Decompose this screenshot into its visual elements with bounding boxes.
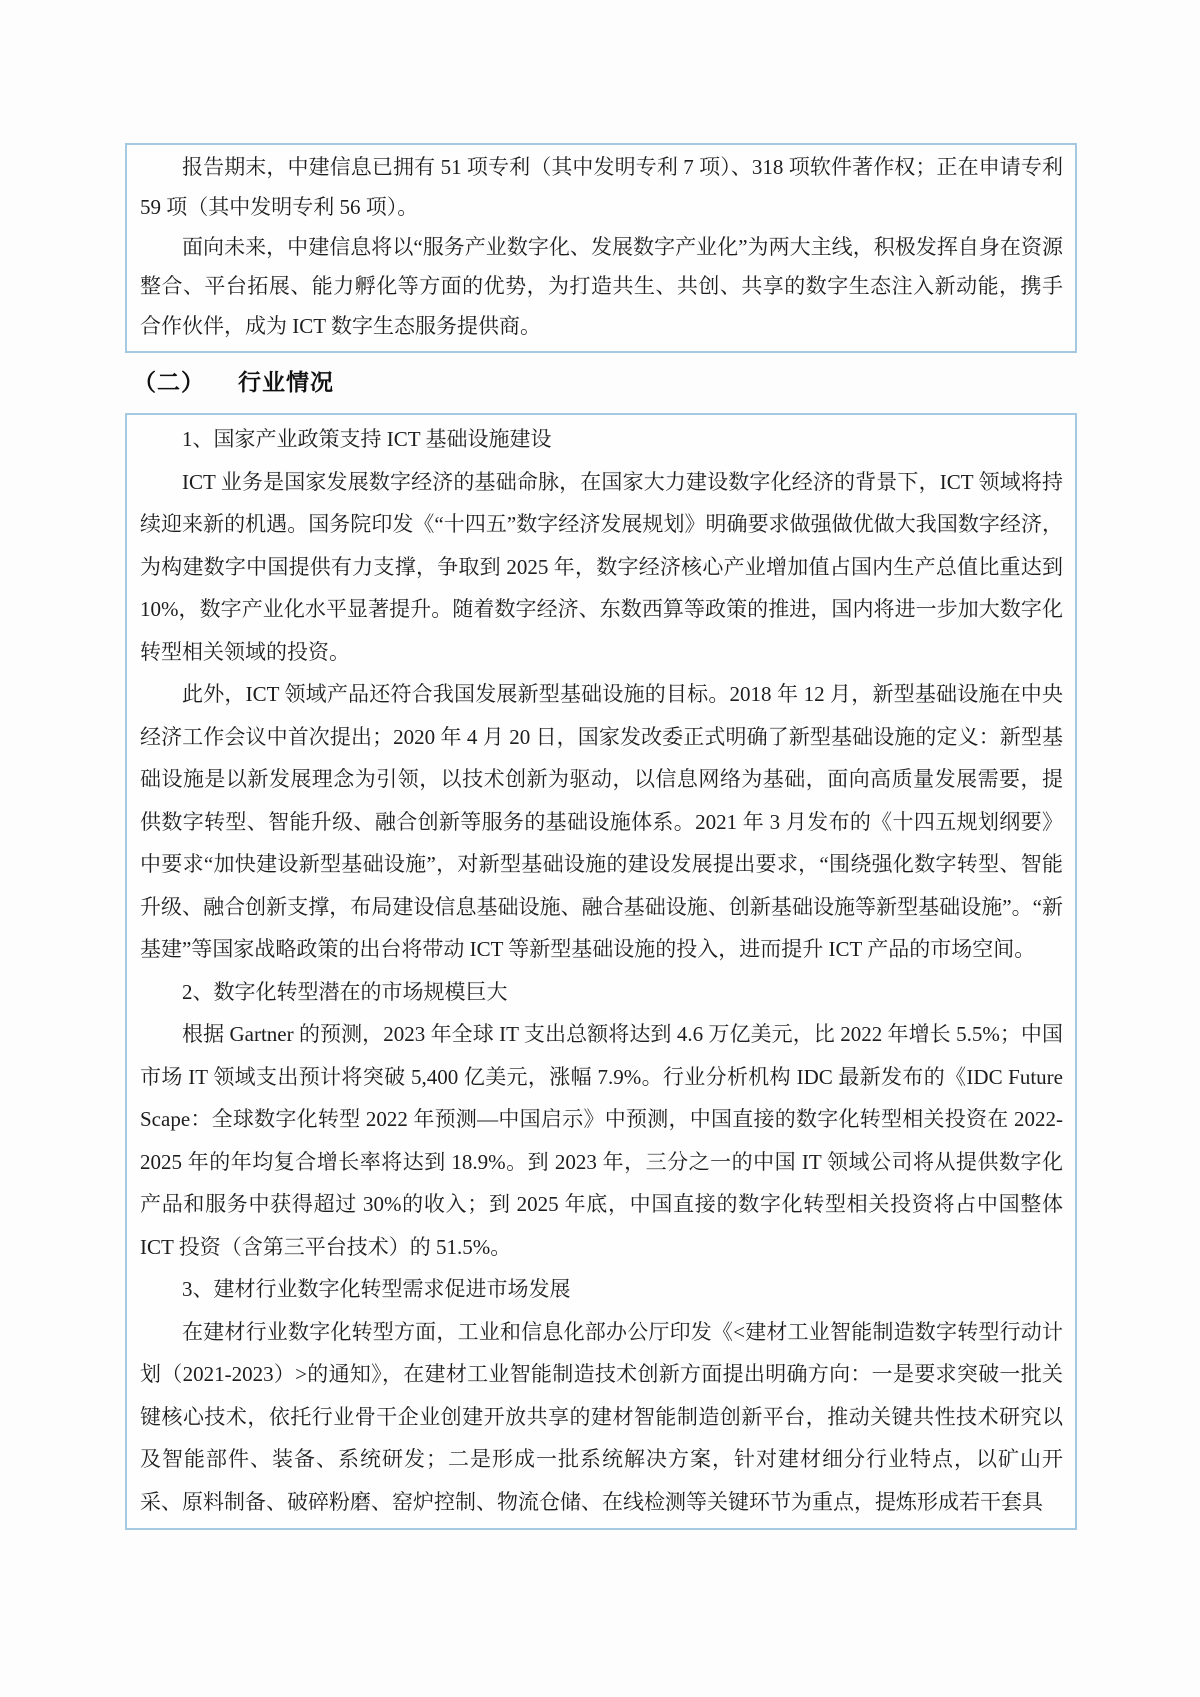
section-title: 行业情况 [238,369,334,395]
company-summary-box [125,143,1077,353]
subheading-ict-policy: 1、国家产业政策支持 ICT 基础设施建设 [182,427,552,451]
subheading-building-materials: 3、建材行业数字化转型需求促进市场发展 [182,1277,571,1301]
paragraph-future-outlook: 面向未来，中建信息将以“服务产业数字化、发展数字产业化”为两大主线，积极发挥自身在资源整合、平台拓展、能力孵化等方面的优势，为打造共生、共创、共享的数字生态注入新动能，携手合作伙伴，成为 ICT 数字生态服务提供商。 [140,234,1063,339]
paragraph-new-infrastructure: 此外，ICT 领域产品还符合我国发展新型基础设施的目标。2018 年 12 月，新型基础设施在中央经济工作会议中首次提出；2020 年 4 月 20 日，国家发改委正式明确了新型基础设施的定义：新型基础设施是以新发展理念为引领，以技术创新为驱动，以信息网络为基础，面向高质量发展需要，提供数字转型、智能升级、融合创新等服务的基础设施体系。2021 年 3 月发布的《十四五规划纲要》中要求“加快建设新型基础设施”，对新型基础设施的建设发展提出要求，“围绕强化数字转型、智能升级、融合创新支撑，布局建设信息基础设施、融合基础设施、创新基础设施等新型基础设施”。“新基建”等国家战略政策的出台将带动 ICT 等新型基础设施的投入，进而提升 ICT 产品的市场空间。 [140,682,1063,961]
industry-overview-box [125,413,1077,1530]
paragraph-ict-policy: ICT 业务是国家发展数字经济的基础命脉，在国家大力建设数字化经济的背景下，ICT 领域将持续迎来新的机遇。国务院印发《“十四五”数字经济发展规划》明确要求做强做优做大我国数字经济，为构建数字中国提供有力支撑，争取到 2025 年，数字经济核心产业增加值占国内生产总值比重达到 10%，数字产业化水平显著提升。随着数字经济、东数西算等政策的推进，国内将进一步加大数字化转型相关领域的投资。 [140,469,1063,664]
paragraph-patents: 报告期末，中建信息已拥有 51 项专利（其中发明专利 7 项）、318 项软件著作权；正在申请专利 59 项（其中发明专利 56 项）。 [140,155,1063,219]
section-heading [133,364,334,397]
paragraph-building-materials: 在建材行业数字化转型方面，工业和信息化部办公厅印发《<建材工业智能制造数字转型行动计划（2021-2023）>的通知》，在建材工业智能制造技术创新方面提出明确方向：一是要求突破一批关键核心技术，依托行业骨干企业创建开放共享的建材智能制造创新平台，推动关键共性技术研究以及智能部件、装备、系统研发；二是形成一批系统解决方案，针对建材细分行业特点，以矿山开采、原料制备、破碎粉磨、窑炉控制、物流仓储、在线检测等关键环节为重点，提炼形成若干套具 [140,1319,1063,1514]
paragraph-market-forecast: 根据 Gartner 的预测，2023 年全球 IT 支出总额将达到 4.6 万亿美元，比 2022 年增长 5.5%；中国市场 IT 领域支出预计将突破 5,400 亿美元，涨幅 7.9%。行业分析机构 IDC 最新发布的《IDC Future Scape：全球数字化转型 2022 年预测—中国启示》中预测，中国直接的数字化转型相关投资在 2022-2025 年的年均复合增长率将达到 18.9%。到 2023 年，三分之一的中国 IT 领域公司将从提供数字化产品和服务中获得超过 30%的收入；到 2025 年底，中国直接的数字化转型相关投资将占中国整体 ICT 投资（含第三平台技术）的 51.5%。 [140,1022,1063,1259]
subheading-digital-transformation: 2、数字化转型潜在的市场规模巨大 [182,979,508,1004]
section-number: （二） [133,369,205,395]
